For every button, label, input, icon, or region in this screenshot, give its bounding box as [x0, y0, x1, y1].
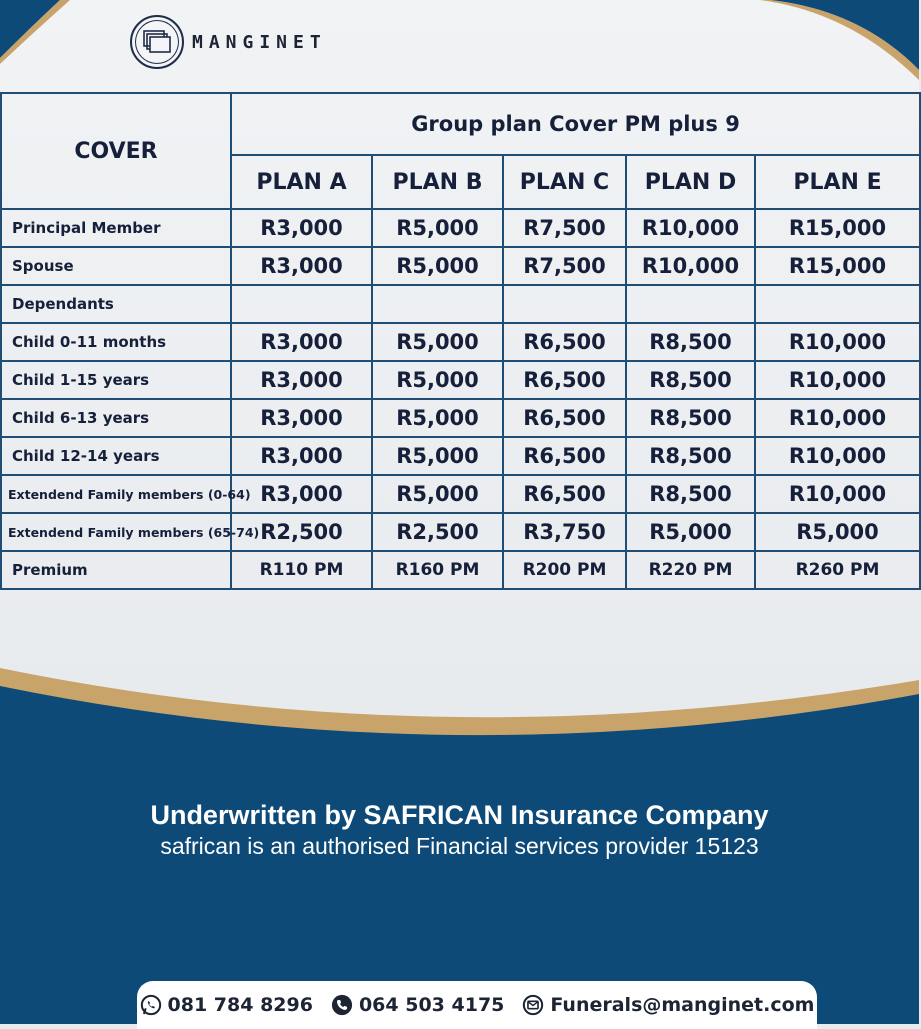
logo-icon — [130, 15, 184, 69]
table-cell: R3,000 — [231, 475, 372, 513]
phone-icon — [331, 994, 353, 1016]
table-cell: R5,000 — [372, 209, 503, 247]
row-label: Child 12-14 years — [1, 437, 231, 475]
table-cell: R10,000 — [626, 247, 755, 285]
table-cell: R10,000 — [755, 361, 920, 399]
table-row — [1, 437, 920, 475]
table-cell: R3,000 — [231, 247, 372, 285]
whatsapp-icon — [140, 994, 162, 1016]
row-label: Spouse — [1, 247, 231, 285]
table-cell: R8,500 — [626, 399, 755, 437]
table-cell: R6,500 — [503, 475, 626, 513]
table-cell: R10,000 — [755, 475, 920, 513]
table-row — [1, 551, 920, 589]
row-label: Extendend Family members (65-74) — [1, 513, 231, 551]
table-cell: R15,000 — [755, 209, 920, 247]
phone-contact[interactable] — [331, 994, 504, 1016]
table-cell: R5,000 — [372, 475, 503, 513]
row-label: Premium — [1, 551, 231, 589]
table-cell: R2,500 — [372, 513, 503, 551]
table-cell: R5,000 — [372, 247, 503, 285]
cover-plans-table — [0, 92, 921, 590]
table-cell — [626, 285, 755, 323]
row-label: Principal Member — [1, 209, 231, 247]
table-row — [1, 323, 920, 361]
row-label: Child 1-15 years — [1, 361, 231, 399]
table-cell: R3,000 — [231, 209, 372, 247]
row-label: Child 0-11 months — [1, 323, 231, 361]
table-cell: R200 PM — [503, 551, 626, 589]
table-cell: R10,000 — [755, 437, 920, 475]
table-cell: R3,000 — [231, 399, 372, 437]
table-cell — [755, 285, 920, 323]
table-row — [1, 475, 920, 513]
table-cell: R110 PM — [231, 551, 372, 589]
table-cell: R3,000 — [231, 361, 372, 399]
table-cell: R5,000 — [372, 437, 503, 475]
table-cell: R7,500 — [503, 209, 626, 247]
table-cell: R160 PM — [372, 551, 503, 589]
table-cell: R6,500 — [503, 399, 626, 437]
plan-header: PLAN B — [372, 155, 503, 209]
table-cell: R8,500 — [626, 361, 755, 399]
table-cell: R6,500 — [503, 323, 626, 361]
table-cell: R15,000 — [755, 247, 920, 285]
plan-header: PLAN E — [755, 155, 920, 209]
row-label: Extendend Family members (0-64) — [1, 475, 231, 513]
email-contact[interactable] — [522, 994, 814, 1016]
row-label: Child 6-13 years — [1, 399, 231, 437]
group-plan-title: Group plan Cover PM plus 9 — [231, 93, 920, 155]
table-cell: R7,500 — [503, 247, 626, 285]
plan-header: PLAN C — [503, 155, 626, 209]
table-row — [1, 285, 920, 323]
table-cell — [231, 285, 372, 323]
bottom-decoration — [0, 640, 919, 1024]
table-row — [1, 361, 920, 399]
email-address: Funerals@manginet.com — [550, 994, 815, 1016]
underwriter-title: Underwritten by SAFRICAN Insurance Company — [150, 800, 769, 830]
table-cell: R5,000 — [372, 323, 503, 361]
table-cell: R8,500 — [626, 475, 755, 513]
plan-header: PLAN A — [231, 155, 372, 209]
table-cell: R3,000 — [231, 437, 372, 475]
table-cell: R8,500 — [626, 323, 755, 361]
cover-header: COVER — [1, 93, 231, 209]
table-cell: R10,000 — [755, 323, 920, 361]
plan-header: PLAN D — [626, 155, 755, 209]
brand-logo — [130, 16, 327, 68]
table-cell: R6,500 — [503, 361, 626, 399]
table-cell: R220 PM — [626, 551, 755, 589]
table-cell: R260 PM — [755, 551, 920, 589]
phone-number: 064 503 4175 — [358, 994, 505, 1016]
table-cell: R3,000 — [231, 323, 372, 361]
table-cell: R5,000 — [372, 399, 503, 437]
table-cell: R10,000 — [755, 399, 920, 437]
table-row — [1, 209, 920, 247]
table-cell — [372, 285, 503, 323]
table-cell: R2,500 — [231, 513, 372, 551]
row-label: Dependants — [1, 285, 231, 323]
table-cell: R8,500 — [626, 437, 755, 475]
table-cell: R5,000 — [372, 361, 503, 399]
table-cell: R10,000 — [626, 209, 755, 247]
brand-name: MANGINET — [192, 31, 327, 53]
email-icon — [522, 994, 544, 1016]
table-cell: R6,500 — [503, 437, 626, 475]
table-cell: R5,000 — [626, 513, 755, 551]
whatsapp-number: 081 784 8296 — [167, 994, 313, 1016]
table-row — [1, 513, 920, 551]
whatsapp-contact[interactable] — [140, 994, 313, 1016]
fsp-note: safrican is an authorised Financial services provider 15123 — [160, 833, 759, 859]
table-cell: R3,750 — [503, 513, 626, 551]
table-cell — [503, 285, 626, 323]
table-cell: R5,000 — [755, 513, 920, 551]
contact-bar — [137, 981, 817, 1029]
table-row — [1, 399, 920, 437]
table-row — [1, 247, 920, 285]
